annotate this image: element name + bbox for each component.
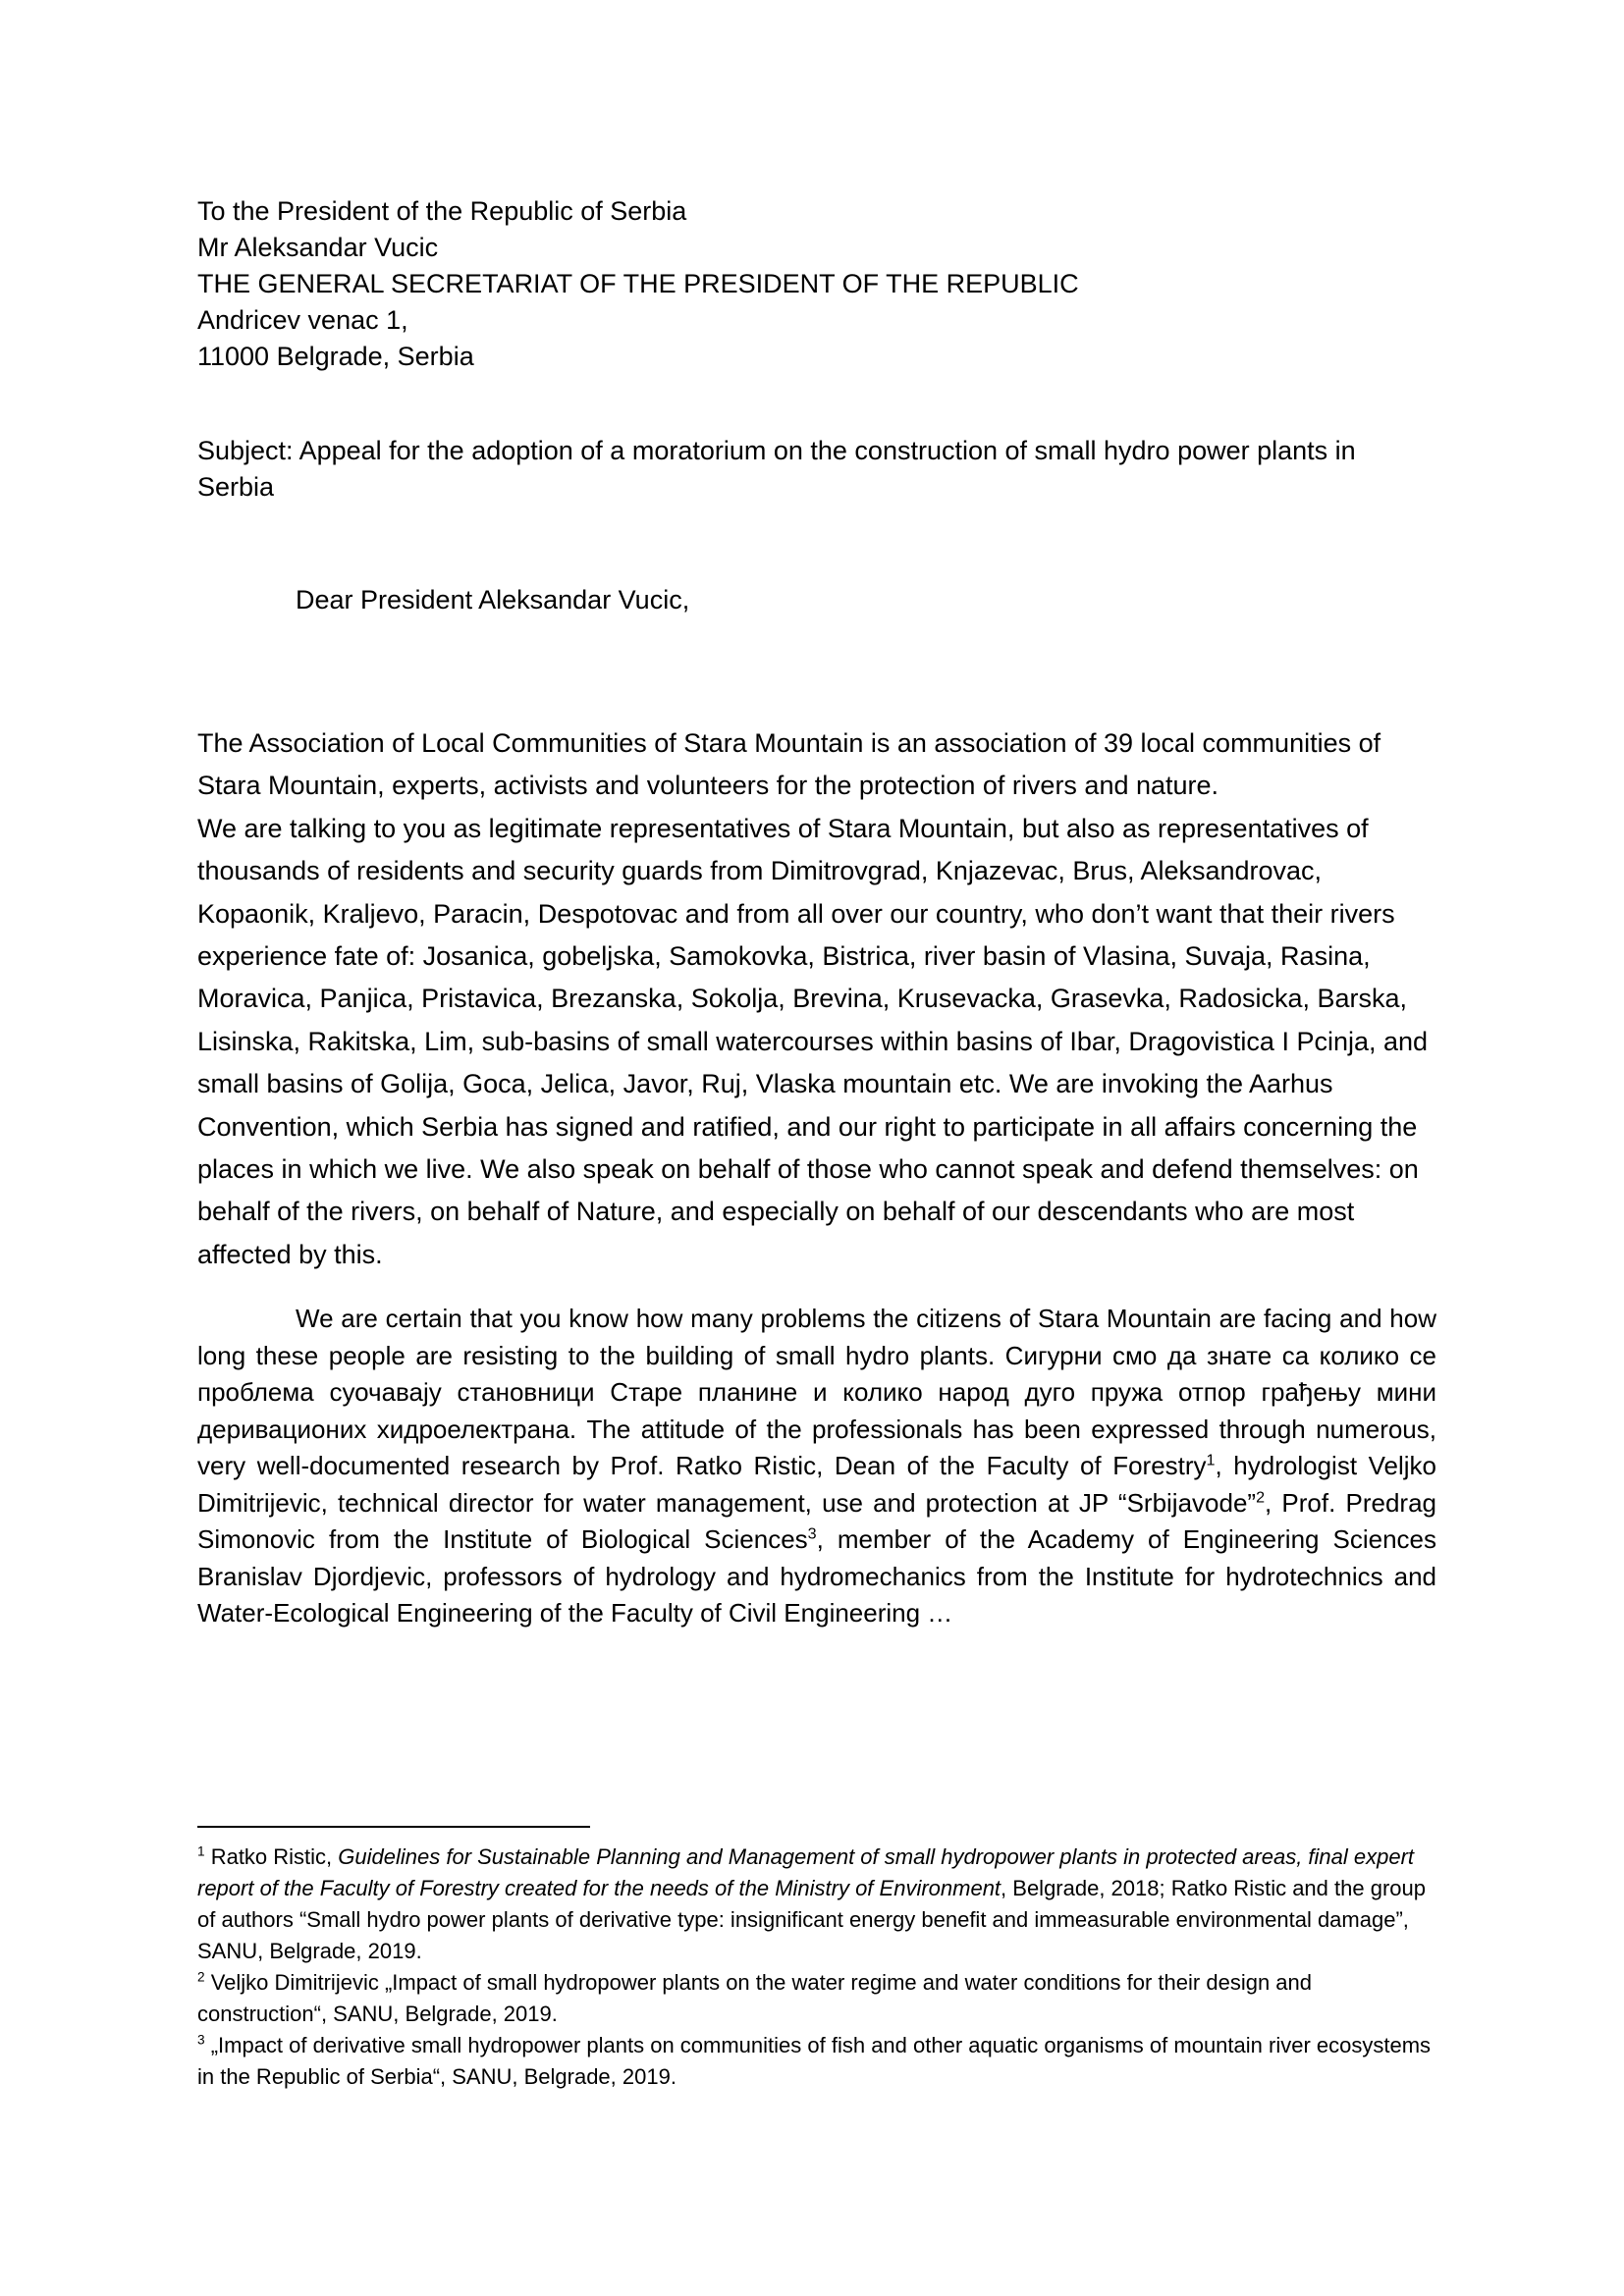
paragraph-text-part-4: , member of the Academy of Engineering Sciences Branislav Djordjevic, professors of hydrology and hydromechanics from the Institute for hydrotechnics and Water-Ecological Engineering of the Faculty of Civil Engineering … (197, 1524, 1436, 1628)
salutation: Dear President Aleksandar Vucic, (296, 585, 690, 614)
footnote-separator (197, 1826, 590, 1828)
footnote-3-text: „Impact of derivative small hydropower plants on communities of fish and other aquatic organisms of mountain river ecosystems in the Republic of Serbia“, SANU, Belgrade, 2019. (197, 2033, 1432, 2089)
paragraph-intro: The Association of Local Communities of Stara Mountain is an association of 39 local communities of Stara Mountain, experts, activists and volunteers for the protection of rivers and nature. (197, 728, 1381, 801)
footnote-1-number: 1 (197, 1843, 205, 1859)
footnote-3 (197, 2030, 1436, 2093)
footnote-1 (197, 1842, 1436, 1967)
footnote-2-text: Veljko Dimitrijevic „Impact of small hydropower plants on the water regime and water conditions for their design and construction“, SANU, Belgrade, 2019. (197, 1970, 1312, 2026)
footnote-1-title: Guidelines for Sustainable Planning and Management of small hydropower plants in protected areas, final expert report of the Faculty of Forestry created for the needs of the Ministry of Environment (197, 1844, 1415, 1900)
paragraph-text-part-3: , Prof. Predrag Simonovic from the Institute of Biological Sciences (197, 1487, 1436, 1554)
footnote-2-number: 2 (197, 1969, 205, 1985)
footnote-2 (197, 1967, 1436, 2030)
address-line-3: THE GENERAL SECRETARIAT OF THE PRESIDENT OF THE REPUBLIC (197, 269, 1079, 298)
address-line-1: To the President of the Republic of Serbia (197, 196, 687, 226)
body-paragraph-1 (197, 722, 1436, 1276)
paragraph-text-part-2: , hydrologist Veljko Dimitrijevic, technical director for water management, use and protection at JP “Srbijavode” (197, 1451, 1436, 1518)
footnote-3-number: 3 (197, 2032, 205, 2048)
footnote-1-author: Ratko Ristic, (204, 1844, 339, 1869)
paragraph-main: We are talking to you as legitimate representatives of Stara Mountain, but also as representatives of thousands of residents and security guards from Dimitrovgrad, Knjazevac, Brus, Aleksandrovac, Kopaonik, Kraljevo, Paracin, Despotovac and from all over our country, who don’t want that their rivers experience fate of: Josanica, gobeljska, Samokovka, Bistrica, river basin of Vlasina, Suvaja, Rasina, Moravica, Panjica, Pristavica, Brezanska, Sokolja, Brevina, Krusevacka, Grasevka, Radosicka, Barska, Lisinska, Rakitska, Lim, sub-basins of small watercourses within basins of Ibar, Dragovistica I Pcinja, and small basins of Golija, Goca, Jelica, Javor, Ruj, Vlaska mountain etc. We are invoking the Aarhus Convention, which Serbia has signed and ratified, and our right to participate in all affairs concerning the places in which we live. We also speak on behalf of those who cannot speak and defend themselves: on behalf of the rivers, on behalf of Nature, and especially on behalf of our descendants who are most affected by this. (197, 813, 1429, 1269)
address-line-2: Mr Aleksandar Vucic (197, 233, 439, 262)
footnote-ref-3[interactable]: 3 (807, 1524, 817, 1543)
footnote-1-rest: , Belgrade, 2018; Ratko Ristic and the group of authors “Small hydro power plants of derivative type: insignificant energy benefit and immeasurable environmental damage”, SANU, Belgrade, 2019. (197, 1876, 1426, 1963)
paragraph-text-part-1: We are certain that you know how many problems the citizens of Stara Mountain are facing and how long these people are resisting to the building of small hydro plants. Сигурни смо да знате са колико се проблема суочавају становници Старе планине и колико народ дуго пружа отпор грађењу мини деривационих хидроелектрана. The attitude of the professionals has been expressed through numerous, very well-documented research by Prof. Ratko Ristic, Dean of the Faculty of Forestry (197, 1304, 1436, 1480)
footnote-ref-2[interactable]: 2 (1256, 1487, 1266, 1506)
address-line-4: Andricev venac 1, (197, 305, 408, 335)
subject-line: Subject: Appeal for the adoption of a moratorium on the construction of small hydro power plants in Serbia (197, 436, 1356, 502)
address-line-5: 11000 Belgrade, Serbia (197, 342, 474, 371)
footnote-ref-1[interactable]: 1 (1206, 1451, 1216, 1469)
body-paragraph-2 (197, 1301, 1436, 1632)
recipient-address (197, 193, 1436, 375)
